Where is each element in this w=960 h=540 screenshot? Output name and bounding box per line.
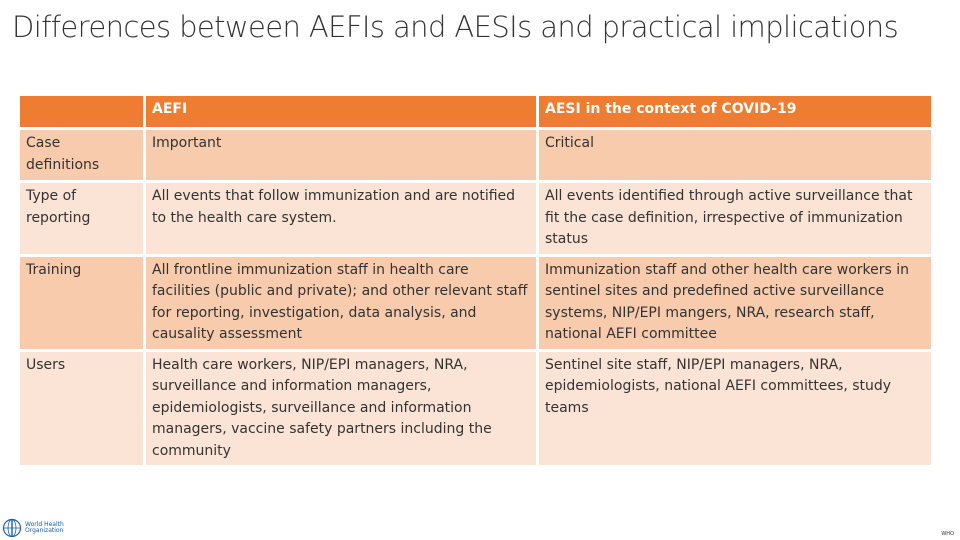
row-label-users: Users xyxy=(20,352,143,466)
who-logo-text: World Health Organization xyxy=(25,521,64,534)
table-row xyxy=(20,183,931,254)
cell-aesi: Sentinel site staff, NIP/EPI managers, NRA, epidemiologists, national AEFI committees, study teams xyxy=(539,352,931,466)
header-cell-aesi: AESI in the context of COVID-19 xyxy=(539,96,931,127)
table-row xyxy=(20,257,931,349)
cell-aefi: Important xyxy=(146,130,536,180)
table-row xyxy=(20,352,931,466)
header-cell-aefi: AEFI xyxy=(146,96,536,127)
cell-aefi: Health care workers, NIP/EPI managers, NRA, surveillance and information managers, epidemiologists, surveillance and information managers, vaccine safety partners including the community xyxy=(146,352,536,466)
cell-aefi: All events that follow immunization and are notified to the health care system. xyxy=(146,183,536,254)
row-label-training: Training xyxy=(20,257,143,349)
comparison-table xyxy=(17,93,934,468)
slide-title: Differences between AEFIs and AESIs and practical implications xyxy=(12,10,899,44)
table-row xyxy=(20,130,931,180)
cell-aefi: All frontline immunization staff in health care facilities (public and private); and other relevant staff for reporting, investigation, data analysis, and causality assessment xyxy=(146,257,536,349)
header-cell-blank xyxy=(20,96,143,127)
cell-aesi: All events identified through active surveillance that fit the case definition, irrespective of immunization status xyxy=(539,183,931,254)
row-label-type-of-reporting: Type of reporting xyxy=(20,183,143,254)
table-header-row xyxy=(20,96,931,127)
cell-aesi: Critical xyxy=(539,130,931,180)
footer-tag: WHO xyxy=(941,531,954,537)
cell-aesi: Immunization staff and other health care workers in sentinel sites and predefined active surveillance systems, NIP/EPI mangers, NRA, research staff, national AEFI committee xyxy=(539,257,931,349)
who-emblem-icon xyxy=(2,518,22,538)
who-logo xyxy=(2,517,64,539)
row-label-case-definitions: Case definitions xyxy=(20,130,143,180)
